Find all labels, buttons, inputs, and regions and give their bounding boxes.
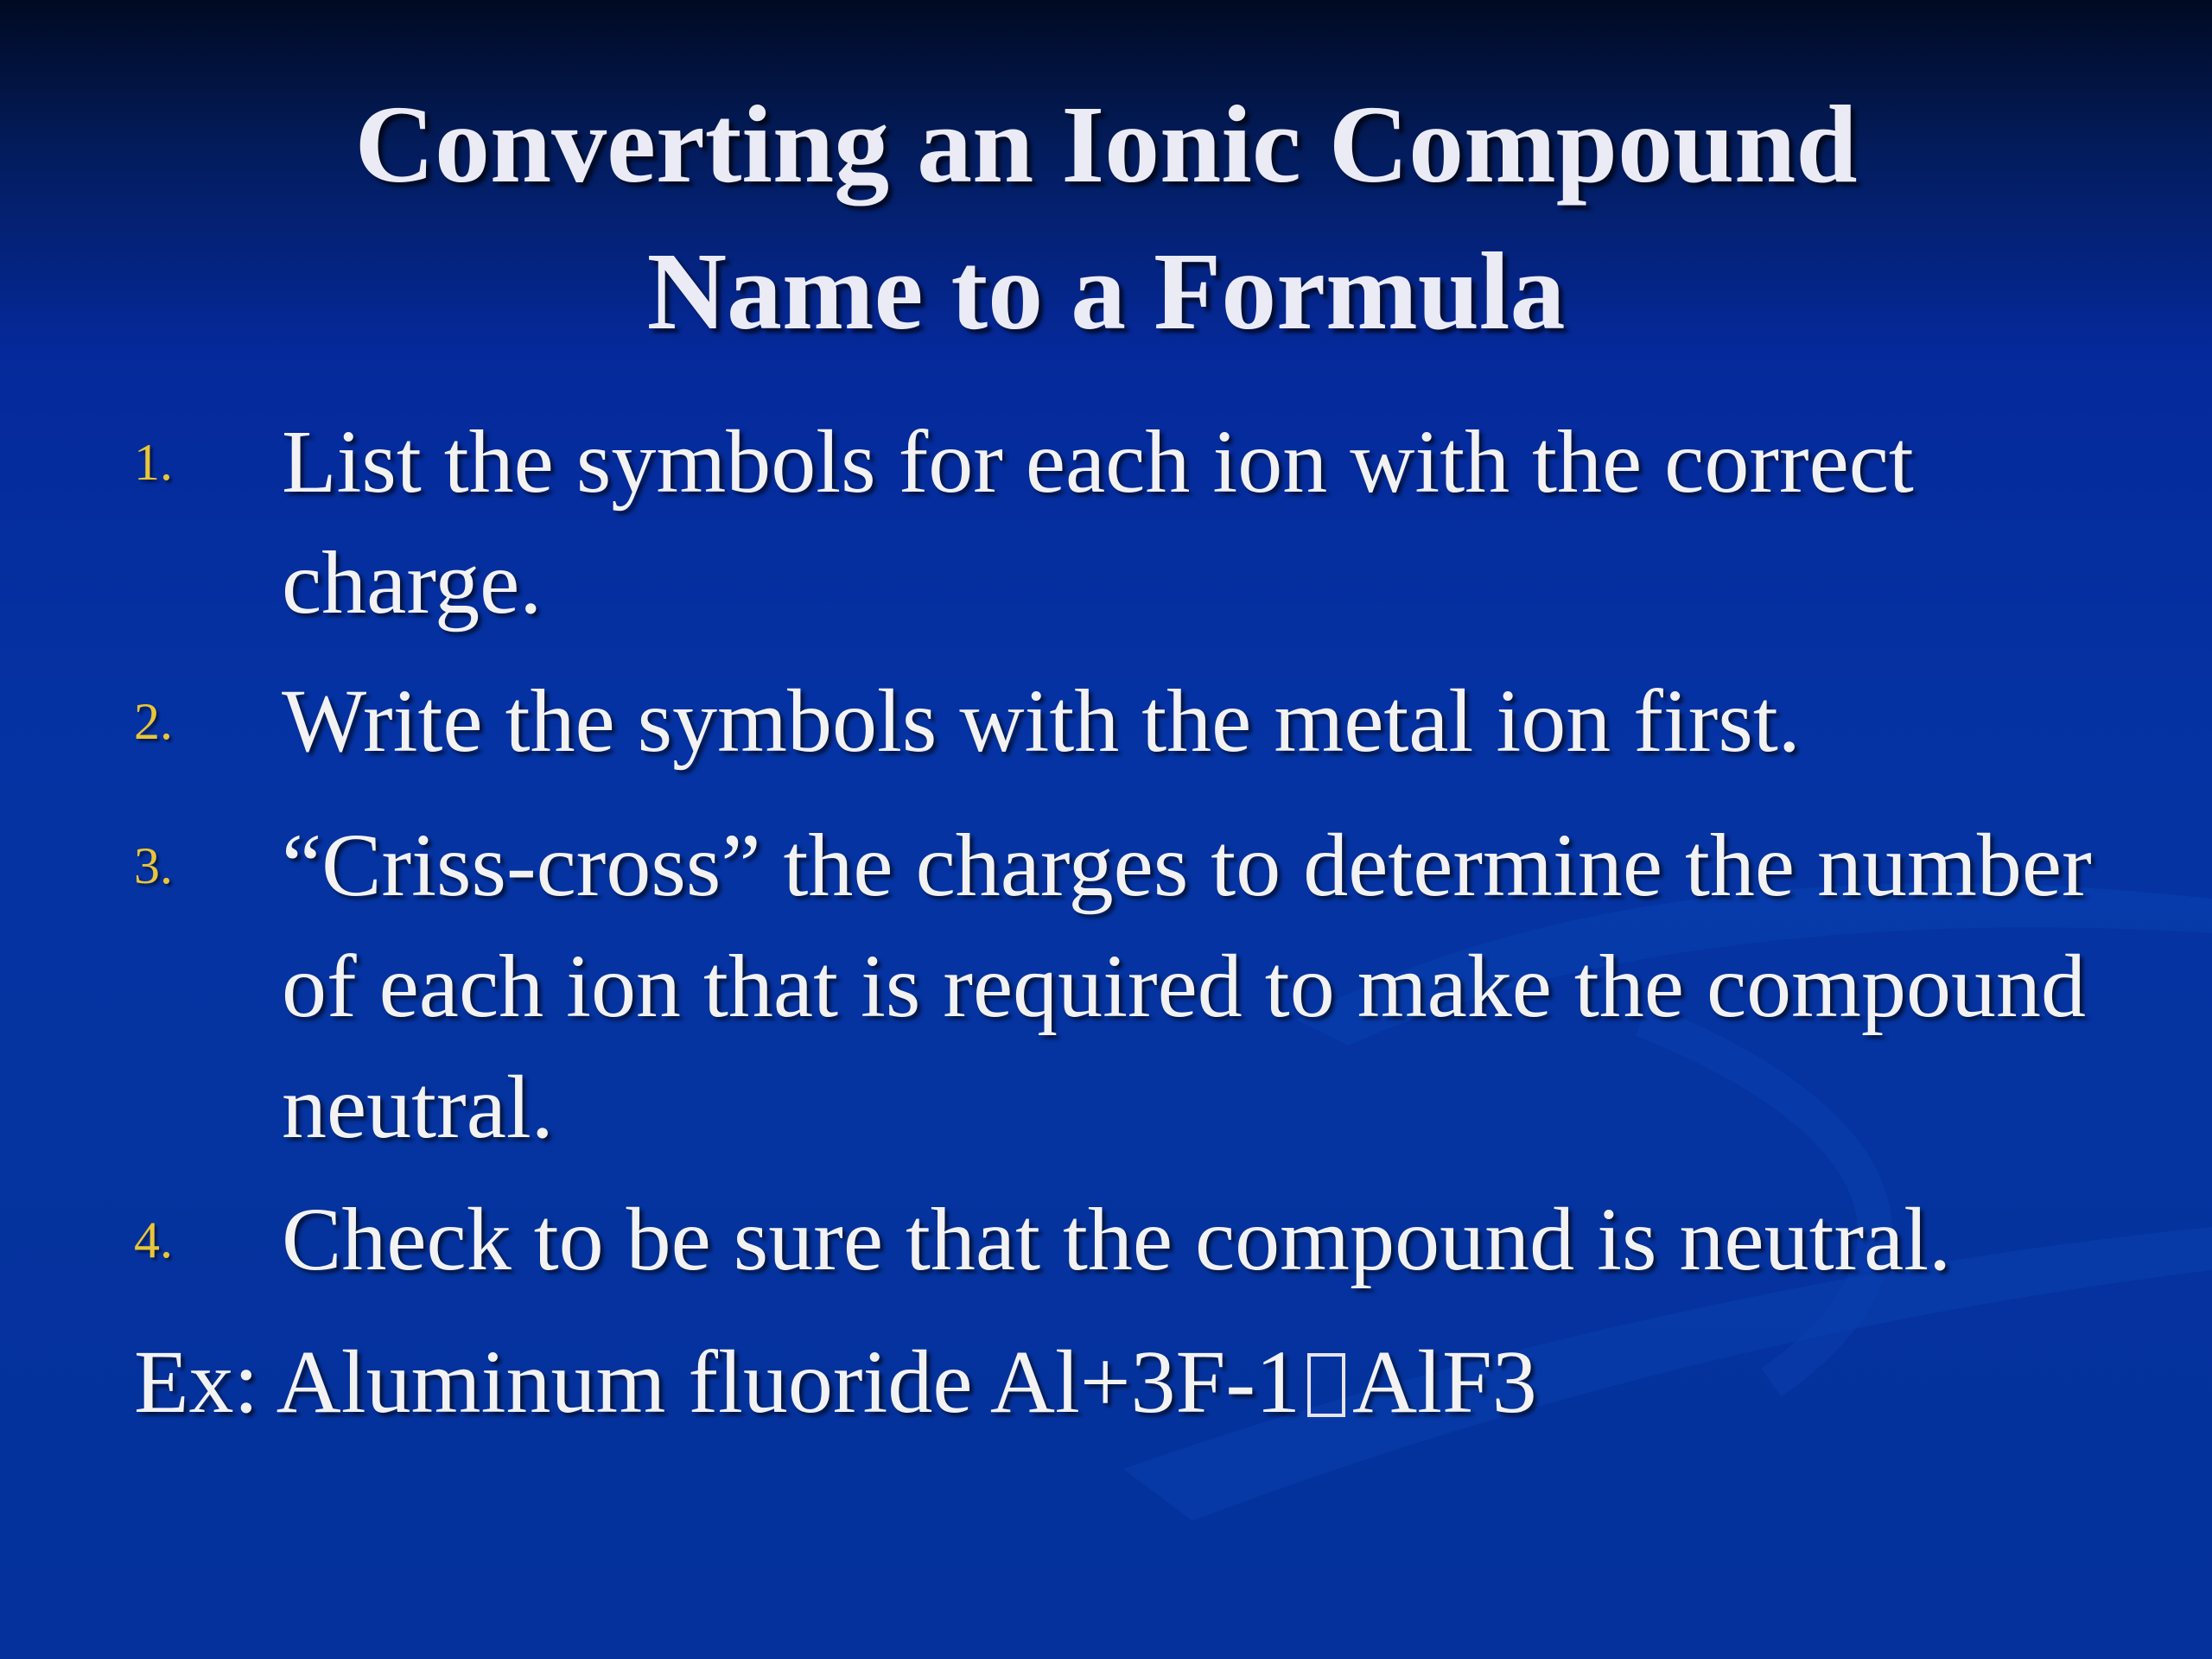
step-number-1: 1. [134,434,173,491]
title-line-2: Name to a Formula [646,230,1566,353]
step-text-2: Write the symbols with the metal ion first. [282,671,1801,771]
step-text-3: “Criss-cross” the charges to determine the number of each ion that is required to make the compound neutral. [282,816,2092,1157]
step-text-4: Check to be sure that the compound is neutral. [282,1190,1952,1289]
example-result: AlF3 [1351,1332,1537,1432]
step-number-4: 4. [134,1211,173,1268]
title-line-1: Converting an Ionic Compound [354,83,1858,206]
slide-title [0,71,2212,365]
step-text-1: List the symbols for each ion with the correct charge. [282,412,1914,632]
example-prefix: Ex: Aluminum fluoride Al+3F-1 [134,1332,1300,1432]
example-line [134,1322,2121,1443]
step-number-2: 2. [134,693,173,750]
missing-glyph-icon [1307,1353,1345,1417]
step-number-3: 3. [134,837,173,894]
